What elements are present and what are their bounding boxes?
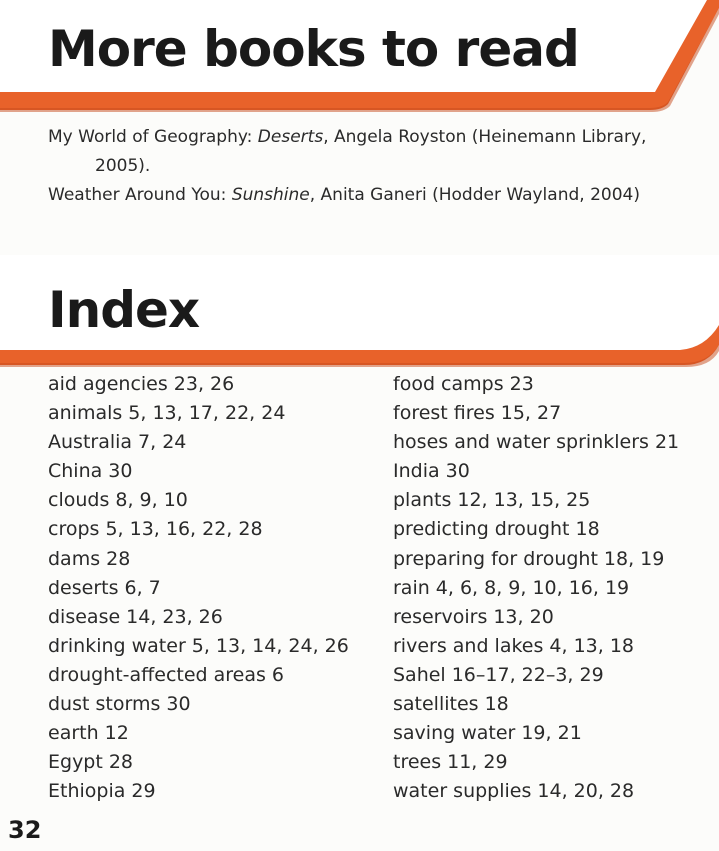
index-pages: 5, 13, 14, 24, 26 — [191, 634, 349, 657]
index-entry — [393, 545, 679, 574]
index-term: plants — [393, 489, 452, 512]
index-pages: 29 — [131, 780, 156, 803]
index-pages: 28 — [106, 547, 131, 570]
index-term: trees — [393, 751, 442, 774]
index-entry — [48, 457, 349, 486]
index-term: China — [48, 460, 103, 483]
index-term: hoses and water sprinklers — [393, 431, 649, 454]
index-entry — [48, 428, 349, 457]
index-pages: 18 — [484, 693, 509, 716]
index-pages: 19, 21 — [521, 722, 582, 745]
index-term: predicting drought — [393, 518, 570, 541]
index-pages: 14, 20, 28 — [537, 780, 635, 803]
index-entry — [48, 515, 349, 544]
index-pages: 12 — [104, 722, 129, 745]
index-pages: 18, 19 — [603, 547, 665, 570]
book-details: , Anita Ganeri (Hodder Wayland, 2004) — [309, 185, 640, 205]
index-entry — [393, 515, 679, 544]
index-entry — [48, 399, 349, 428]
book-item — [48, 123, 698, 181]
index-term: drinking water — [48, 634, 186, 657]
index-pages: 4, 13, 18 — [549, 634, 635, 657]
index-pages: 13, 20 — [493, 605, 554, 628]
index-term: dams — [48, 547, 101, 570]
index-entry — [393, 457, 679, 486]
index-entry — [48, 719, 349, 748]
index-pages: 7, 24 — [138, 431, 187, 454]
index-entry — [393, 661, 679, 690]
index-entry — [393, 777, 679, 806]
index-entry — [48, 603, 349, 632]
index-term: forest fires — [393, 402, 495, 425]
index-pages: 30 — [108, 460, 133, 483]
index-entry — [48, 486, 349, 515]
index-term: satellites — [393, 693, 479, 716]
index-entry — [393, 632, 679, 661]
index-pages: 23, 26 — [173, 373, 235, 395]
index-term: Egypt — [48, 751, 103, 774]
index-entry — [393, 690, 679, 719]
index-pages: 6 — [271, 663, 284, 686]
index-term: Australia — [48, 431, 133, 454]
book-title: Deserts — [257, 127, 324, 147]
index-entry — [48, 661, 349, 690]
index-entry — [393, 574, 679, 603]
index-entry — [393, 486, 679, 515]
index-entry — [393, 748, 679, 777]
index-entry — [48, 748, 349, 777]
index-pages: 4, 6, 8, 9, 10, 16, 19 — [435, 576, 630, 599]
book-series: My World of Geography: — [48, 127, 258, 147]
index-entry — [48, 777, 349, 806]
index-pages: 28 — [108, 751, 134, 774]
index-pages: 15, 27 — [500, 402, 562, 425]
index-pages: 30 — [166, 693, 191, 716]
index-term: crops — [48, 518, 100, 541]
index-pages: 5, 13, 16, 22, 28 — [105, 518, 263, 541]
index-term: food camps — [393, 373, 504, 395]
index-entry — [393, 603, 679, 632]
index-term: preparing for drought — [393, 547, 598, 570]
index-pages: 8, 9, 10 — [115, 489, 188, 512]
index-pages: 11, 29 — [447, 751, 508, 774]
index-term: deserts — [48, 576, 119, 599]
index-pages: 6, 7 — [124, 576, 161, 599]
index-entry — [393, 719, 679, 748]
index-column-left — [48, 370, 349, 806]
index-entry — [48, 690, 349, 719]
index-entry — [48, 370, 349, 399]
index-term: Sahel — [393, 663, 446, 686]
index-entry — [48, 545, 349, 574]
index-term: clouds — [48, 489, 110, 512]
index-pages: 30 — [445, 460, 470, 483]
index-pages: 5, 13, 17, 22, 24 — [128, 402, 286, 425]
book-title: Sunshine — [231, 185, 310, 205]
index-term: water supplies — [393, 780, 532, 803]
index-pages: 14, 23, 26 — [126, 605, 223, 628]
index-term: dust storms — [48, 693, 161, 716]
index-column-right — [393, 370, 679, 806]
index-pages: 21 — [654, 431, 680, 454]
index-term: rain — [393, 576, 430, 599]
index-entry — [393, 370, 679, 399]
index-entry — [48, 574, 349, 603]
index-term: saving water — [393, 722, 516, 745]
page-number: 32 — [8, 816, 42, 844]
index-header-band — [0, 255, 719, 367]
index-entry — [48, 632, 349, 661]
book-series: Weather Around You: — [48, 185, 232, 205]
index-heading: Index — [48, 281, 200, 339]
book-item — [48, 181, 698, 210]
index-term: earth — [48, 722, 99, 745]
index-pages: 23 — [509, 373, 534, 395]
index-term: Ethiopia — [48, 780, 126, 803]
index-term: drought-affected areas — [48, 663, 266, 686]
index-pages: 18 — [575, 518, 600, 541]
book-details: , Angela Royston (Heinemann Library, 2005). — [95, 127, 647, 176]
index-entry — [393, 399, 679, 428]
index-pages: 12, 13, 15, 25 — [457, 489, 591, 512]
books-heading: More books to read — [48, 20, 579, 78]
index-pages: 16–17, 22–3, 29 — [451, 663, 604, 686]
books-header-band — [0, 0, 719, 112]
index-term: disease — [48, 605, 121, 628]
index-term: rivers and lakes — [393, 634, 544, 657]
index-term: animals — [48, 402, 123, 425]
index-entry — [393, 428, 679, 457]
index-term: India — [393, 460, 440, 483]
index-term: aid agencies — [48, 373, 168, 395]
book-list — [48, 123, 698, 210]
index-term: reservoirs — [393, 605, 488, 628]
